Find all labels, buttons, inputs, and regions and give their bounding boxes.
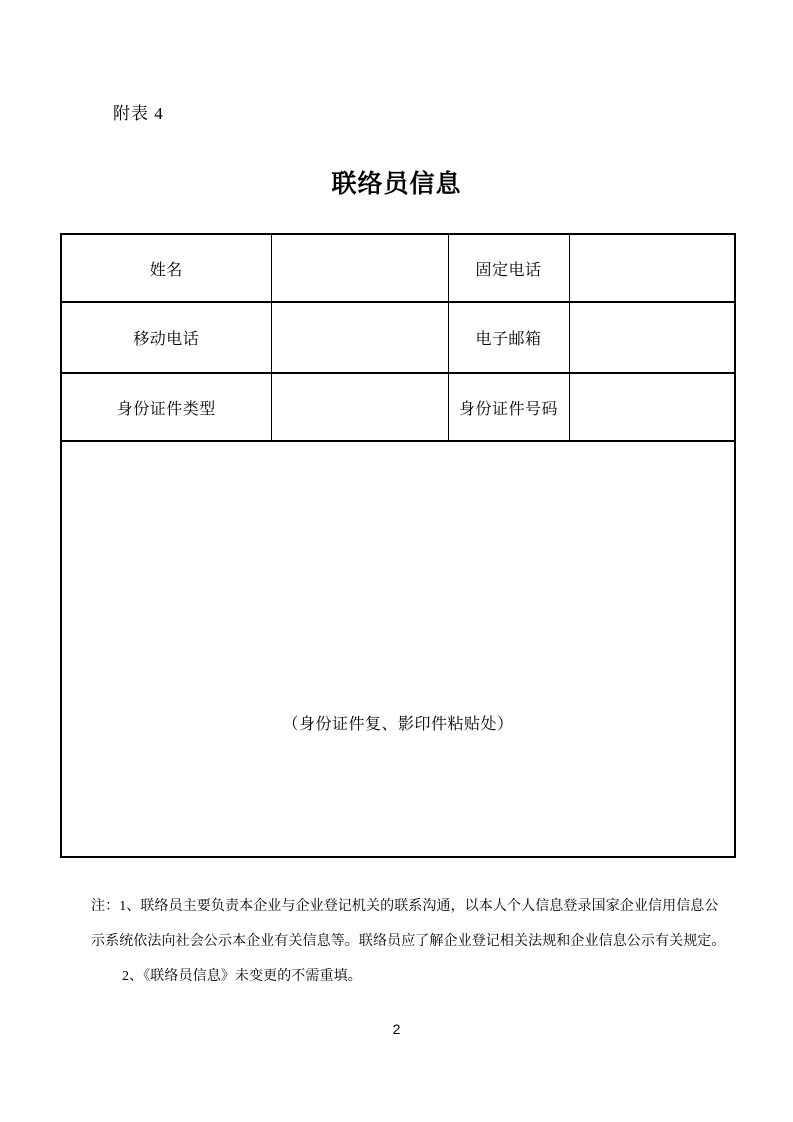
field-value-id-number[interactable] xyxy=(569,373,735,441)
table-row-paste-area xyxy=(61,441,735,857)
field-value-email[interactable] xyxy=(569,302,735,373)
id-copy-paste-area[interactable] xyxy=(61,441,735,857)
field-label-fixed-phone: 固定电话 xyxy=(448,234,569,302)
field-value-fixed-phone[interactable] xyxy=(569,234,735,302)
footnote-line-3: 2、《联络员信息》未变更的不需重填。 xyxy=(122,969,362,984)
field-value-name[interactable] xyxy=(271,234,448,302)
footnotes xyxy=(91,889,743,994)
page-title: 联络员信息 xyxy=(331,170,462,198)
field-label-email: 电子邮箱 xyxy=(448,302,569,373)
page-number: 2 xyxy=(392,1021,401,1037)
contact-info-table xyxy=(60,233,736,858)
footnote-line-1: 注：1、联络员主要负责本企业与企业登记机关的联系沟通，以本人个人信息登录国家企业信用信息公 xyxy=(91,899,719,914)
appendix-label: 附表 4 xyxy=(113,104,164,123)
field-value-mobile-phone[interactable] xyxy=(271,302,448,373)
field-label-id-number: 身份证件号码 xyxy=(448,373,569,441)
table-row-name-phone xyxy=(61,234,735,302)
field-label-mobile-phone: 移动电话 xyxy=(61,302,271,373)
field-label-name: 姓名 xyxy=(61,234,271,302)
paste-area-label: （身份证件复、影印件粘贴处） xyxy=(282,715,514,733)
field-value-id-type[interactable] xyxy=(271,373,448,441)
table-row-id-type-number xyxy=(61,373,735,441)
field-label-id-type: 身份证件类型 xyxy=(61,373,271,441)
footnote-line-2: 示系统依法向社会公示本企业有关信息等。联络员应了解企业登记相关法规和企业信息公示有关规定。 xyxy=(91,934,726,949)
table-row-mobile-email xyxy=(61,302,735,373)
